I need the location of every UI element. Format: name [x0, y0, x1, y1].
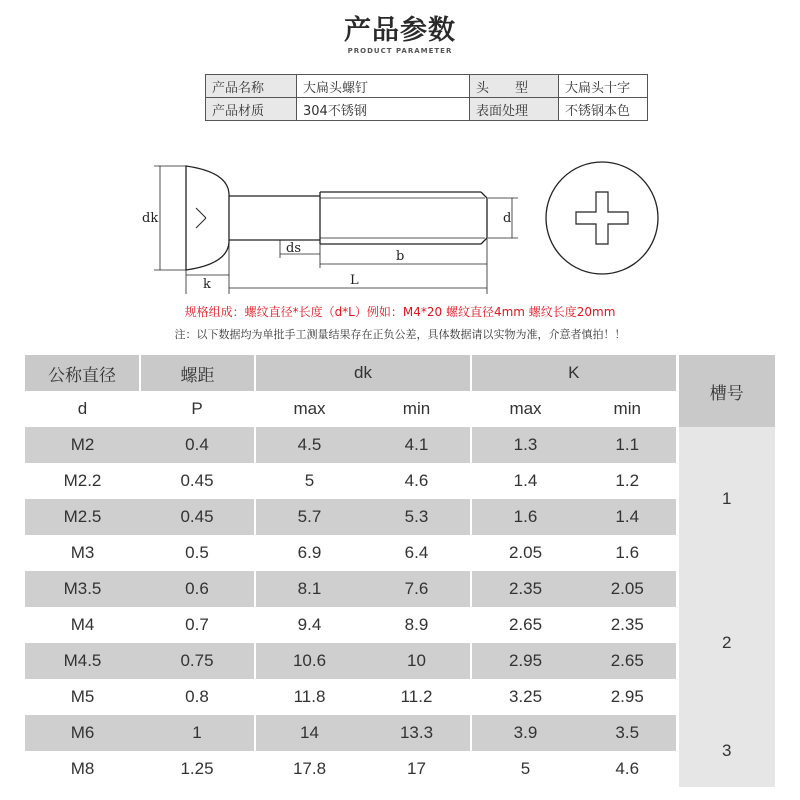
cell-p: 1.25	[140, 751, 255, 787]
cell-dk-min: 4.1	[363, 427, 471, 463]
cell-k-min: 1.4	[579, 499, 677, 535]
spec-note: 规格组成：螺纹直径*长度（d*L）例如：M4*20 螺纹直径4mm 螺纹长度20mm	[184, 305, 616, 319]
warning-note: 注：以下数据均为单批手工测量结果存在正负公差，具体数据请以实物为准，介意者慎拍！！	[174, 328, 626, 341]
cell-dk-max: 4.5	[255, 427, 363, 463]
phillips-cross-icon	[576, 192, 628, 244]
name-value: 大扁头螺钉	[297, 75, 470, 98]
spec-subheader-row	[25, 391, 775, 427]
k-label: k	[203, 277, 211, 292]
product-info-table	[205, 74, 648, 121]
cell-dk-min: 10	[363, 643, 471, 679]
cell-dk-min: 8.9	[363, 607, 471, 643]
ds-label: ds	[286, 241, 301, 256]
cell-dk-min: 7.6	[363, 571, 471, 607]
cell-k-max: 2.35	[471, 571, 579, 607]
header-pitch: 螺距	[140, 355, 255, 391]
surface-value: 不锈钢本色	[559, 98, 648, 121]
cell-dk-max: 6.9	[255, 535, 363, 571]
cell-k-min: 1.6	[579, 535, 677, 571]
table-row	[25, 571, 775, 607]
cell-k-max: 3.25	[471, 679, 579, 715]
cell-k-max: 5	[471, 751, 579, 787]
cell-p: 0.4	[140, 427, 255, 463]
table-row	[25, 499, 775, 535]
screw-head-top-view	[546, 162, 658, 274]
cell-p: 0.5	[140, 535, 255, 571]
spec-header-row	[25, 355, 775, 391]
cell-k-max: 1.3	[471, 427, 579, 463]
header-k: K	[471, 355, 677, 391]
cell-k-max: 2.95	[471, 643, 579, 679]
cell-p: 0.8	[140, 679, 255, 715]
dimension-labels	[142, 211, 511, 292]
cell-p: 0.45	[140, 499, 255, 535]
cell-k-min: 1.1	[579, 427, 677, 463]
cell-p: 0.7	[140, 607, 255, 643]
table-row	[25, 643, 775, 679]
cell-dk-min: 4.6	[363, 463, 471, 499]
table-row	[25, 463, 775, 499]
subheader-k-max: max	[471, 391, 579, 427]
cell-k-min: 2.05	[579, 571, 677, 607]
page-title: 产品参数	[344, 15, 456, 46]
material-value: 304不锈钢	[297, 98, 470, 121]
cell-k-min: 2.35	[579, 607, 677, 643]
cell-d: M2	[25, 427, 140, 463]
cell-k-min: 4.6	[579, 751, 677, 787]
cell-dk-max: 11.8	[255, 679, 363, 715]
cell-dk-min: 5.3	[363, 499, 471, 535]
table-row	[25, 715, 775, 751]
cell-p: 1	[140, 715, 255, 751]
cell-dk-max: 5	[255, 463, 363, 499]
cell-p: 0.75	[140, 643, 255, 679]
table-row	[25, 427, 775, 463]
info-row	[206, 75, 648, 98]
cell-p: 0.6	[140, 571, 255, 607]
cell-p: 0.45	[140, 463, 255, 499]
slot-2: 2	[677, 571, 775, 715]
head-label: 头 型	[470, 75, 559, 98]
cell-dk-max: 14	[255, 715, 363, 751]
cell-d: M3	[25, 535, 140, 571]
cell-dk-max: 17.8	[255, 751, 363, 787]
cell-k-max: 1.4	[471, 463, 579, 499]
slot-3: 3	[677, 715, 775, 787]
spec-table	[25, 355, 775, 787]
dk-label: dk	[142, 211, 159, 226]
header-dk: dk	[255, 355, 471, 391]
subheader-p: P	[140, 391, 255, 427]
header-nominal: 公称直径	[25, 355, 140, 391]
cell-d: M6	[25, 715, 140, 751]
surface-label: 表面处理	[470, 98, 559, 121]
cell-d: M4	[25, 607, 140, 643]
cell-dk-min: 17	[363, 751, 471, 787]
head-value: 大扁头十字	[559, 75, 648, 98]
cell-k-min: 3.5	[579, 715, 677, 751]
cell-k-max: 1.6	[471, 499, 579, 535]
table-row	[25, 607, 775, 643]
table-row	[25, 751, 775, 787]
cell-d: M2.5	[25, 499, 140, 535]
material-label: 产品材质	[206, 98, 297, 121]
subheader-dk-min: min	[363, 391, 471, 427]
screw-technical-drawing	[140, 148, 660, 300]
cell-dk-max: 5.7	[255, 499, 363, 535]
subheader-d: d	[25, 391, 140, 427]
screw-side-view	[186, 166, 487, 270]
subheader-k-min: min	[579, 391, 677, 427]
cell-dk-min: 6.4	[363, 535, 471, 571]
table-row	[25, 679, 775, 715]
header-slot: 槽号	[677, 355, 775, 427]
info-row	[206, 98, 648, 121]
cell-dk-min: 13.3	[363, 715, 471, 751]
page-subtitle: PRODUCT PARAMETER	[347, 47, 453, 55]
name-label: 产品名称	[206, 75, 297, 98]
cell-d: M8	[25, 751, 140, 787]
b-label: b	[396, 249, 405, 264]
cell-k-max: 3.9	[471, 715, 579, 751]
cell-k-max: 2.05	[471, 535, 579, 571]
L-label: L	[350, 273, 359, 288]
screw-head-outline	[186, 166, 229, 270]
cell-d: M5	[25, 679, 140, 715]
cell-dk-max: 10.6	[255, 643, 363, 679]
slot-1: 1	[677, 427, 775, 571]
cell-k-min: 1.2	[579, 463, 677, 499]
cell-k-min: 2.65	[579, 643, 677, 679]
cell-dk-max: 9.4	[255, 607, 363, 643]
cell-dk-min: 11.2	[363, 679, 471, 715]
dimension-lines	[154, 166, 518, 294]
cell-dk-max: 8.1	[255, 571, 363, 607]
cell-k-min: 2.95	[579, 679, 677, 715]
cell-d: M2.2	[25, 463, 140, 499]
cell-k-max: 2.65	[471, 607, 579, 643]
d-label: d	[503, 211, 512, 226]
cell-d: M4.5	[25, 643, 140, 679]
subheader-dk-max: max	[255, 391, 363, 427]
table-row	[25, 535, 775, 571]
cell-d: M3.5	[25, 571, 140, 607]
